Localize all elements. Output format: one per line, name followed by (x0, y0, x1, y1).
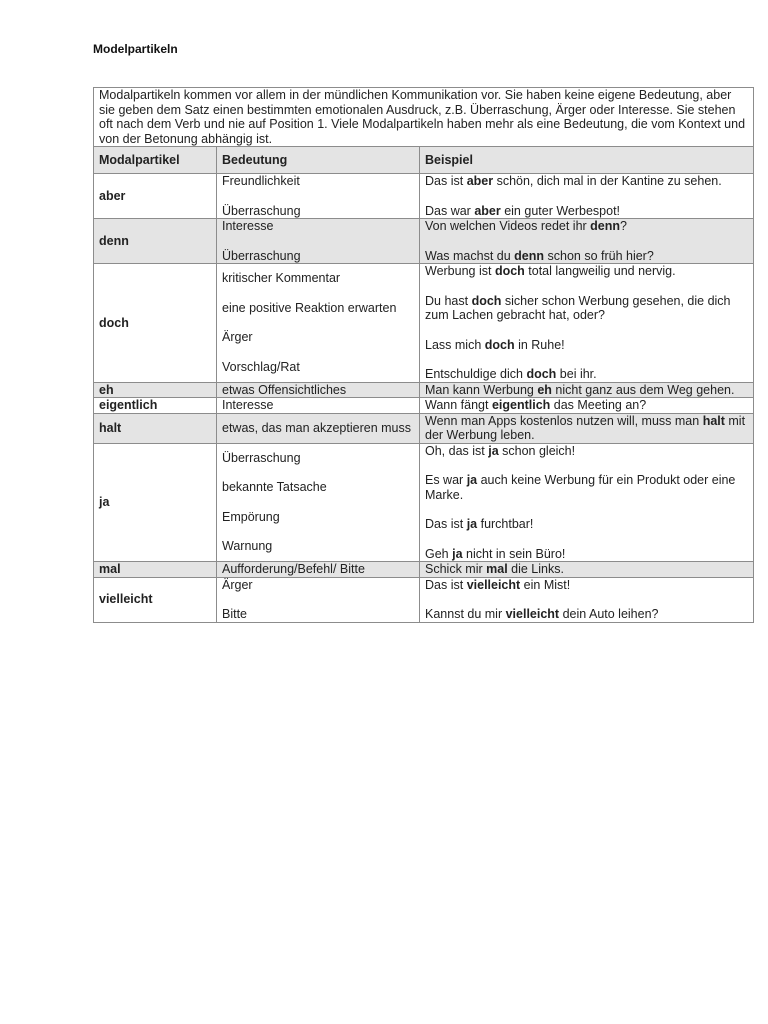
intro-row (94, 88, 754, 147)
particle-highlight: aber (466, 174, 494, 188)
table-row (94, 398, 754, 414)
meaning-cell (217, 382, 420, 398)
table-row (94, 174, 754, 219)
particle-cell: halt (94, 413, 217, 443)
particle-highlight: doch (526, 367, 557, 381)
example-cell (420, 382, 754, 398)
example-sentence: Geh ja nicht in sein Büro! (425, 546, 566, 561)
meaning-text: Interesse (222, 398, 274, 412)
document-title: Modelpartikeln (93, 42, 178, 56)
meaning-text: bekannte Tatsache (222, 480, 327, 495)
meaning-text: Ärger (222, 577, 253, 592)
particle-cell: doch (94, 264, 217, 383)
header-row (94, 147, 754, 174)
example-cell (420, 219, 754, 264)
example-sentence: Das ist ja furchtbar! (425, 517, 534, 531)
meaning-cell (217, 562, 420, 578)
particle-cell: denn (94, 219, 217, 264)
example-cell (420, 577, 754, 622)
example-sentence: Kannst du mir vielleicht dein Auto leihen? (425, 607, 659, 621)
meaning-text: Aufforderung/Befehl/ Bitte (222, 562, 365, 576)
example-cell (420, 413, 754, 443)
example-sentence: Von welchen Videos redet ihr denn? (425, 219, 627, 233)
particle-cell: aber (94, 174, 217, 219)
example-sentence: Werbung ist doch total langweilig und nervig. (425, 264, 676, 278)
example-sentence: Wenn man Apps kostenlos nutzen will, muss man halt mit der Werbung leben. (425, 413, 746, 442)
meaning-text: eine positive Reaktion erwarten (222, 300, 397, 315)
table-row (94, 413, 754, 443)
table-row (94, 382, 754, 398)
meaning-text: Vorschlag/Rat (222, 359, 300, 374)
particle-cell: mal (94, 562, 217, 578)
example-sentence: Das ist vielleicht ein Mist! (425, 577, 571, 592)
meaning-text: etwas, das man akzeptieren muss (222, 420, 411, 435)
header-beispiel: Beispiel (420, 147, 754, 174)
meaning-text: Ärger (222, 330, 253, 345)
meaning-cell (217, 264, 420, 383)
example-cell (420, 562, 754, 578)
example-sentence: Wann fängt eigentlich das Meeting an? (425, 398, 647, 412)
particle-highlight: vielleicht (466, 577, 521, 592)
intro-text: Modalpartikeln kommen vor allem in der mündlichen Kommunikation vor. Sie haben keine eigene Bedeutung, aber sie geben dem Satz einen bestimmten emotionalen Ausdruck, z.B. Überraschung, Ärger oder Interesse. Sie stehen oft nach dem Verb und nie auf Position 1. Viele Modalpartikeln haben mehr als eine Bedeutung, die vom Kontext und von der Betonung abhängig ist. (94, 88, 754, 147)
meaning-cell (217, 413, 420, 443)
meaning-cell (217, 577, 420, 622)
particle-highlight: ja (452, 546, 463, 561)
meaning-cell (217, 398, 420, 414)
example-sentence: Man kann Werbung eh nicht ganz aus dem Weg gehen. (425, 382, 735, 397)
particle-highlight: doch (494, 264, 525, 278)
meaning-text: Überraschung (222, 248, 301, 263)
particle-cell: ja (94, 443, 217, 562)
example-cell (420, 174, 754, 219)
meaning-text: Bitte (222, 607, 248, 621)
particle-highlight: ja (488, 443, 499, 458)
table-row (94, 443, 754, 562)
table-row (94, 264, 754, 383)
particle-highlight: doch (484, 337, 515, 352)
particle-cell: eh (94, 382, 217, 398)
example-cell (420, 443, 754, 562)
particle-highlight: doch (471, 293, 502, 308)
meaning-cell (217, 219, 420, 264)
meaning-text: Interesse (222, 219, 274, 233)
table-row (94, 219, 754, 264)
modal-particles-table (93, 87, 754, 623)
example-sentence: Es war ja auch keine Werbung für ein Produkt oder eine Marke. (425, 473, 736, 502)
example-sentence: Das ist aber schön, dich mal in der Kantine zu sehen. (425, 174, 722, 188)
header-bedeutung: Bedeutung (217, 147, 420, 174)
particle-highlight: vielleicht (505, 607, 560, 621)
particle-cell: vielleicht (94, 577, 217, 622)
example-sentence: Lass mich doch in Ruhe! (425, 337, 565, 352)
meaning-cell (217, 443, 420, 562)
meaning-text: etwas Offensichtliches (222, 382, 347, 397)
header-modalpartikel: Modalpartikel (94, 147, 217, 174)
meaning-text: Warnung (222, 539, 273, 554)
meaning-text: Empörung (222, 509, 280, 524)
table-row (94, 577, 754, 622)
example-sentence: Du hast doch sicher schon Werbung gesehen, die dich zum Lachen gebracht hat, oder? (425, 293, 731, 322)
meaning-text: Überraschung (222, 203, 301, 218)
particle-highlight: denn (514, 248, 545, 263)
example-cell (420, 264, 754, 383)
meaning-cell (217, 174, 420, 219)
particle-highlight: aber (474, 203, 501, 218)
meaning-text: Überraschung (222, 450, 301, 465)
particle-highlight: ja (466, 517, 478, 531)
particle-highlight: mal (486, 562, 508, 576)
meaning-text: kritischer Kommentar (222, 271, 341, 286)
example-sentence: Das war aber ein guter Werbespot! (425, 203, 621, 218)
particle-highlight: eh (537, 382, 552, 397)
particle-highlight: denn (590, 219, 621, 233)
example-sentence: Schick mir mal die Links. (425, 562, 564, 576)
table-row (94, 562, 754, 578)
particle-highlight: halt (702, 413, 725, 428)
meaning-text: Freundlichkeit (222, 174, 300, 188)
particle-highlight: ja (466, 473, 478, 487)
example-sentence: Entschuldige dich doch bei ihr. (425, 367, 597, 381)
example-sentence: Was machst du denn schon so früh hier? (425, 248, 654, 263)
example-cell (420, 398, 754, 414)
particle-cell: eigentlich (94, 398, 217, 414)
example-sentence: Oh, das ist ja schon gleich! (425, 443, 576, 458)
particle-highlight: eigentlich (491, 398, 551, 412)
